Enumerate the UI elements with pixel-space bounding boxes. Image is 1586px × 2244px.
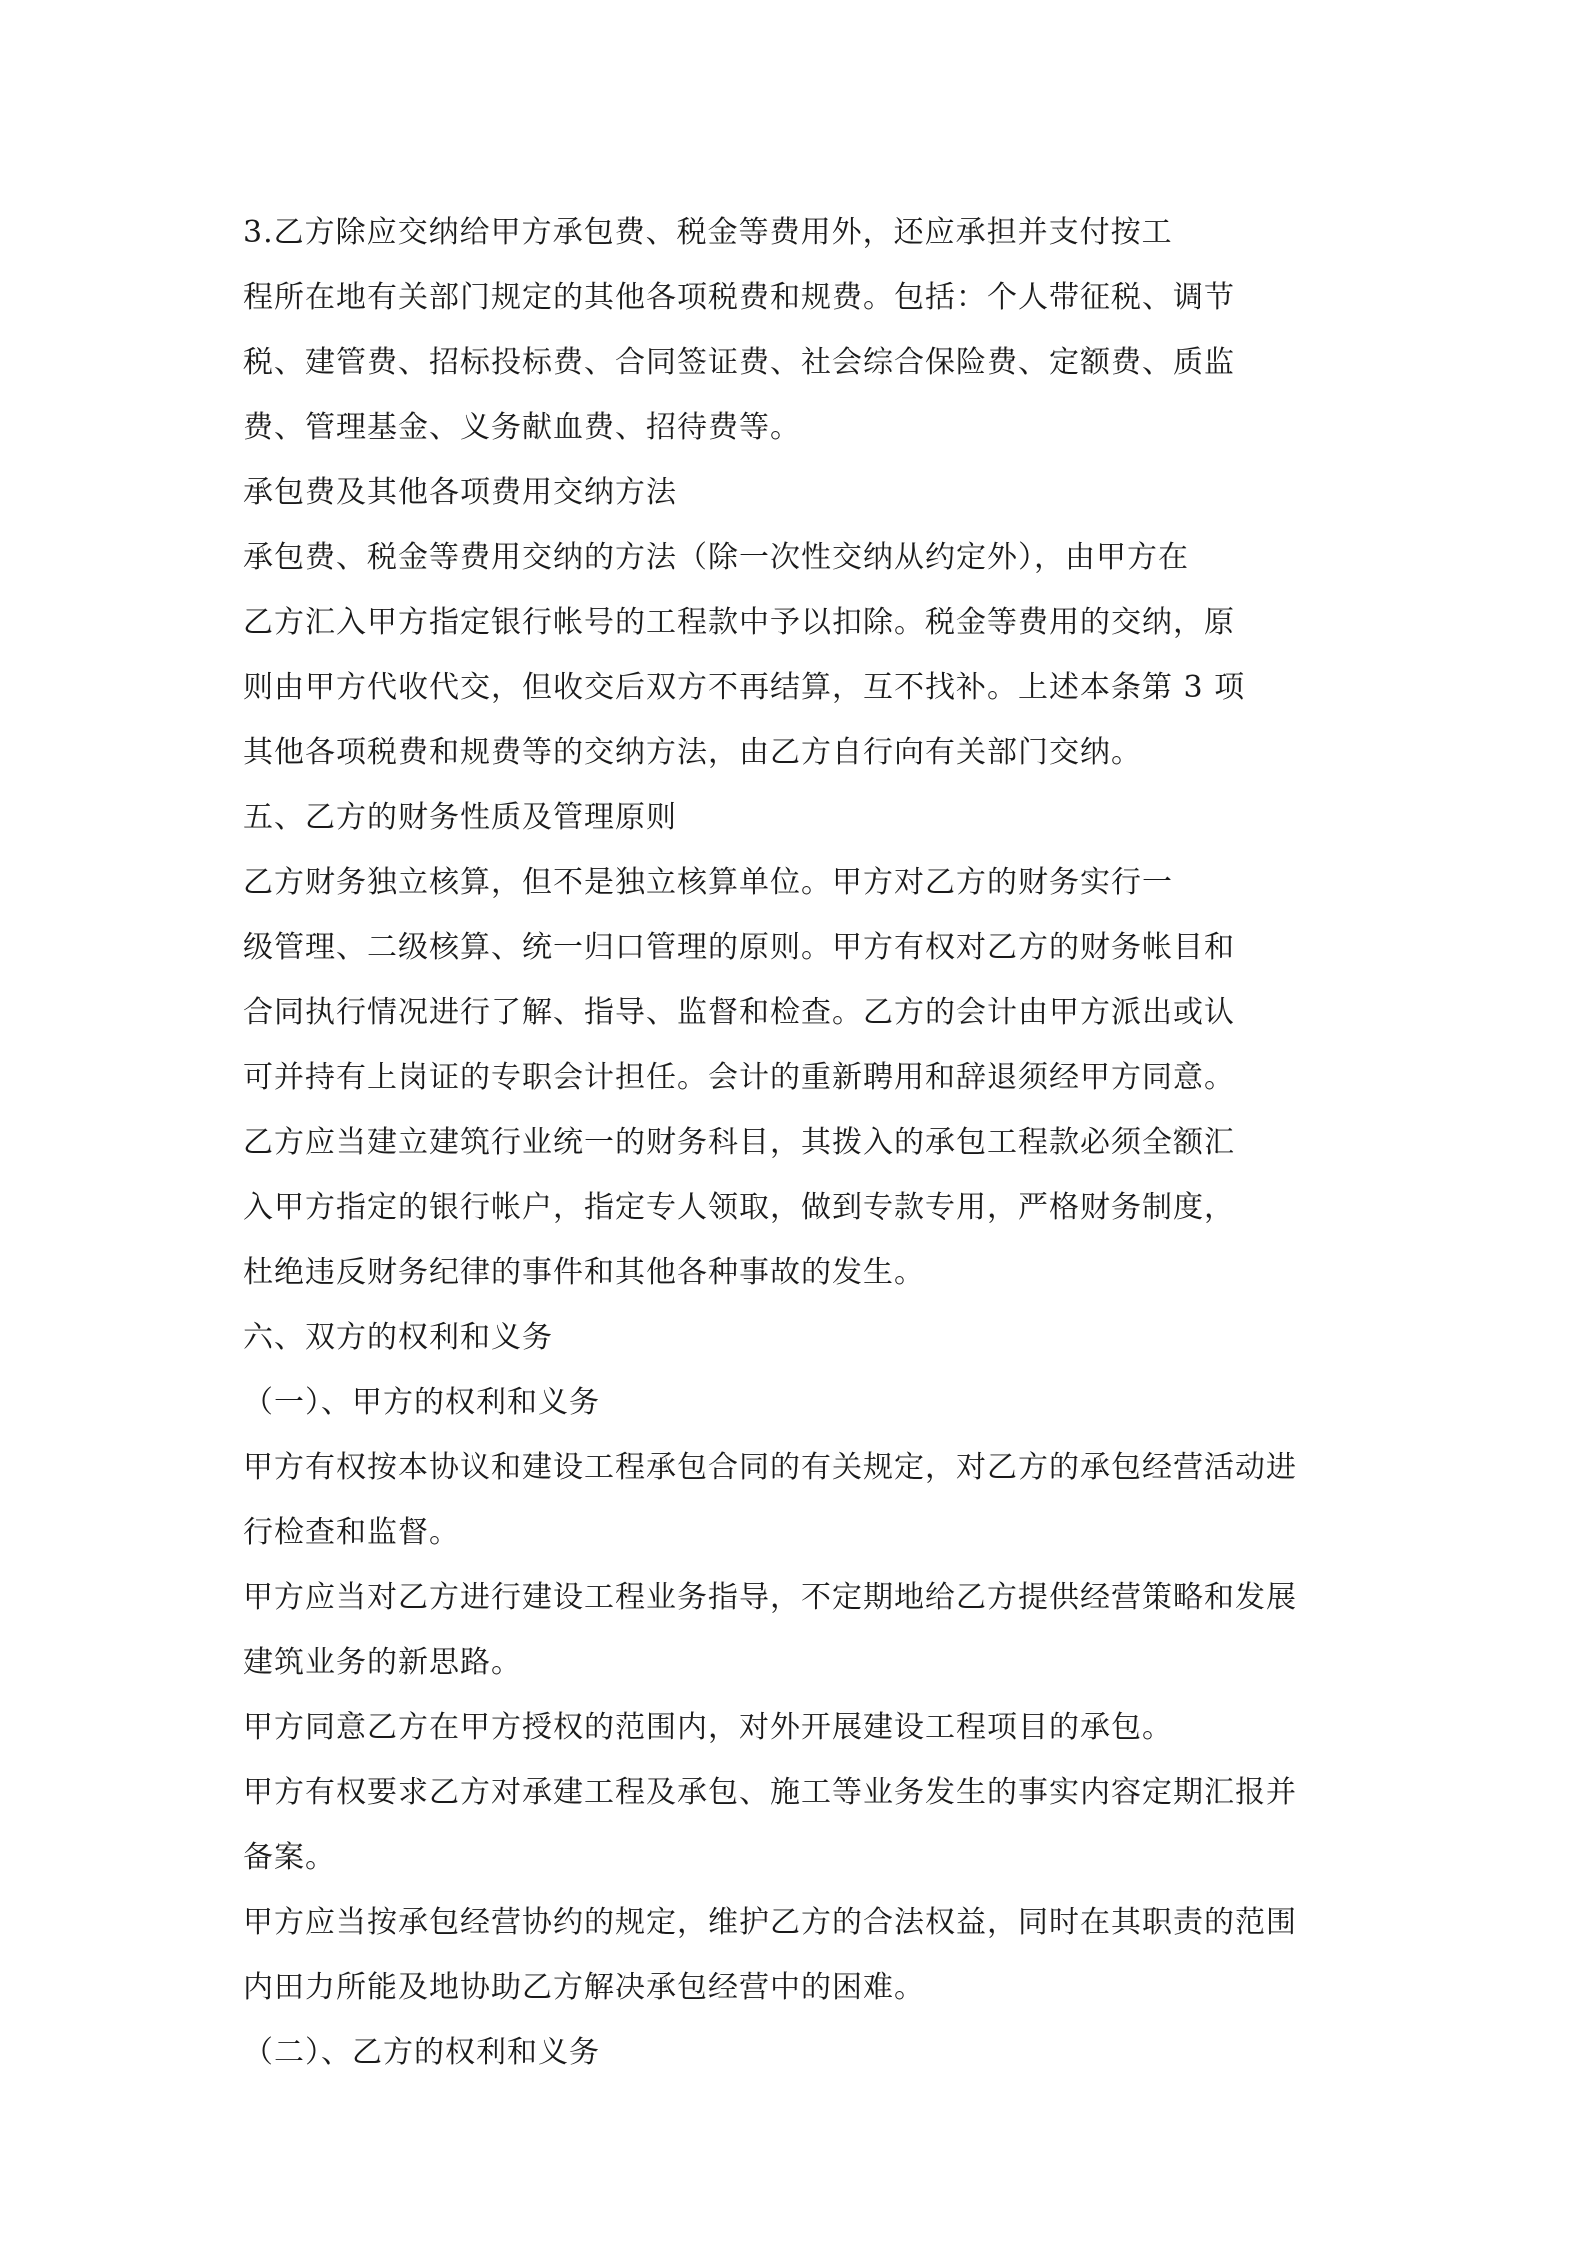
subsection-heading: （一）、甲方的权利和义务 bbox=[243, 1385, 600, 1420]
text-line: 乙方汇入甲方指定银行帐号的工程款中予以扣除。税金等费用的交纳，原 bbox=[243, 605, 1235, 640]
text-line: 可并持有上岗证的专职会计担任。会计的重新聘用和辞退须经甲方同意。 bbox=[243, 1060, 1235, 1095]
text-line: 税、建管费、招标投标费、合同签证费、社会综合保险费、定额费、质监 bbox=[243, 345, 1235, 380]
text-line: 入甲方指定的银行帐户，指定专人领取，做到专款专用，严格财务制度， bbox=[243, 1190, 1235, 1225]
text-line: 乙方财务独立核算，但不是独立核算单位。甲方对乙方的财务实行一 bbox=[243, 865, 1173, 900]
text-line: 建筑业务的新思路。 bbox=[243, 1645, 522, 1680]
text-line: 甲方应当对乙方进行建设工程业务指导，不定期地给乙方提供经营策略和发展 bbox=[243, 1580, 1297, 1615]
text-line: 备案。 bbox=[243, 1840, 336, 1875]
section-heading: 六、双方的权利和义务 bbox=[243, 1320, 553, 1355]
text-line: 行检查和监督。 bbox=[243, 1515, 460, 1550]
text-line: 杜绝违反财务纪律的事件和其他各种事故的发生。 bbox=[243, 1255, 925, 1290]
text-line: 其他各项税费和规费等的交纳方法，由乙方自行向有关部门交纳。 bbox=[243, 735, 1142, 770]
section-heading: 五、乙方的财务性质及管理原则 bbox=[243, 800, 677, 835]
text-line: 承包费、税金等费用交纳的方法（除一次性交纳从约定外），由甲方在 bbox=[243, 540, 1189, 575]
text-line: 甲方同意乙方在甲方授权的范围内，对外开展建设工程项目的承包。 bbox=[243, 1710, 1173, 1745]
text-line: 合同执行情况进行了解、指导、监督和检查。乙方的会计由甲方派出或认 bbox=[243, 995, 1235, 1030]
text-line: 费、管理基金、义务献血费、招待费等。 bbox=[243, 410, 801, 445]
text-line: 程所在地有关部门规定的其他各项税费和规费。包括：个人带征税、调节 bbox=[243, 280, 1235, 315]
text-line: 级管理、二级核算、统一归口管理的原则。甲方有权对乙方的财务帐目和 bbox=[243, 930, 1235, 965]
text-line: 甲方有权要求乙方对承建工程及承包、施工等业务发生的事实内容定期汇报并 bbox=[243, 1775, 1297, 1810]
subsection-heading: （二）、乙方的权利和义务 bbox=[243, 2035, 600, 2070]
text-line: 甲方有权按本协议和建设工程承包合同的有关规定，对乙方的承包经营活动进 bbox=[243, 1450, 1297, 1485]
text-line: 甲方应当按承包经营协约的规定，维护乙方的合法权益，同时在其职责的范围 bbox=[243, 1905, 1297, 1940]
section-heading: 承包费及其他各项费用交纳方法 bbox=[243, 475, 677, 510]
text-line: 乙方应当建立建筑行业统一的财务科目，其拨入的承包工程款必须全额汇 bbox=[243, 1125, 1235, 1160]
document-body bbox=[243, 200, 1363, 2085]
text-line: 3.乙方除应交纳给甲方承包费、税金等费用外，还应承担并支付按工 bbox=[243, 215, 1173, 250]
text-line: 内田力所能及地协助乙方解决承包经营中的困难。 bbox=[243, 1970, 925, 2005]
text-line: 则由甲方代收代交，但收交后双方不再结算，互不找补。上述本条第 3 项 bbox=[243, 670, 1246, 705]
